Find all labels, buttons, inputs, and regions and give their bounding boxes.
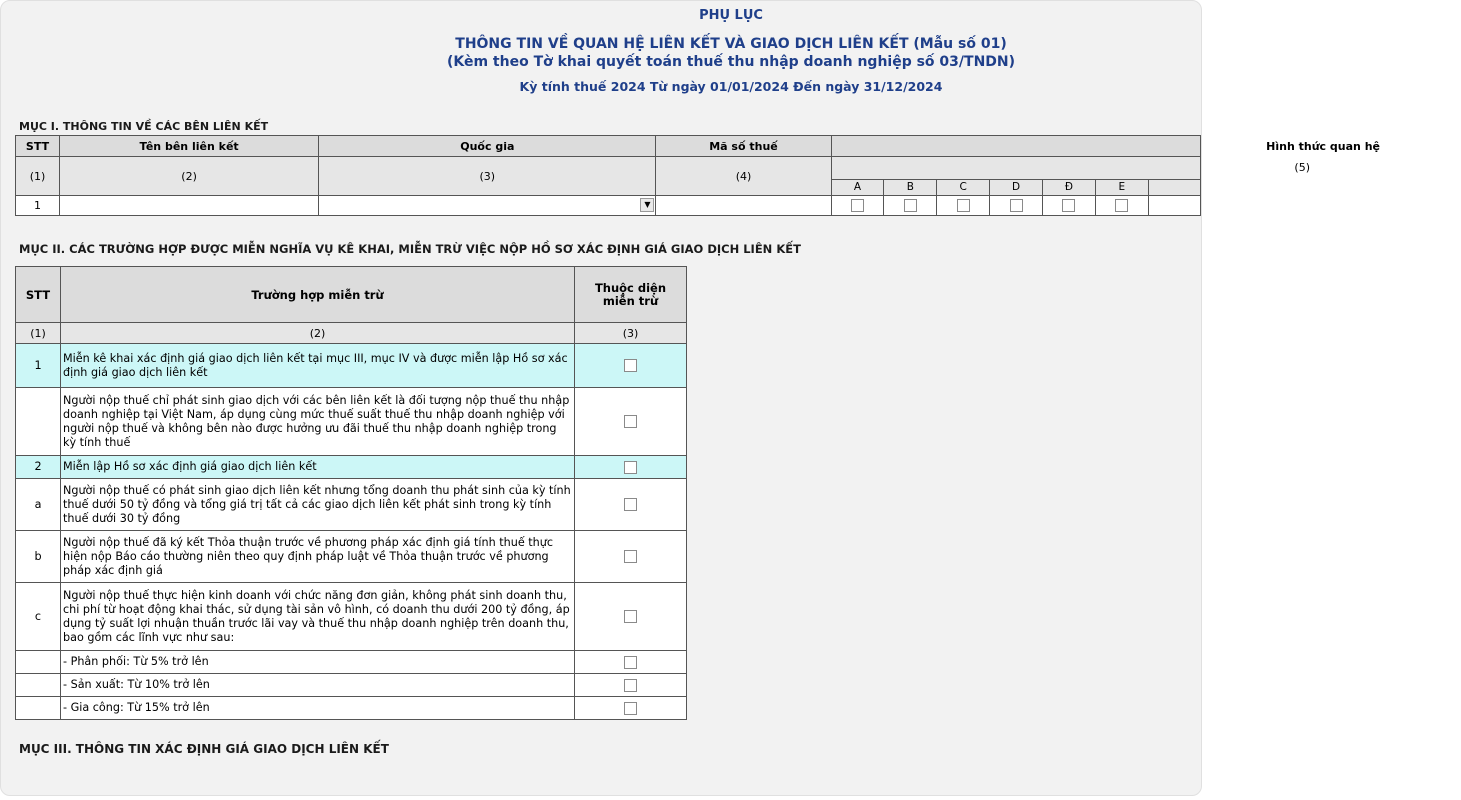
checkbox-icon[interactable]: [624, 550, 637, 563]
row-stt: [16, 674, 61, 697]
relation-dd-checkbox[interactable]: [1043, 196, 1096, 216]
col-number: (2): [60, 157, 319, 196]
exempt-checkbox[interactable]: [575, 531, 687, 583]
col-number: (5): [831, 157, 1200, 180]
row-text: Người nộp thuế có phát sinh giao dịch liên kết nhưng tổng doanh thu phát sinh của kỳ tính thuế dưới 50 tỷ đồng và tổng giá trị tất cả các giao dịch liên kết phát sinh trong kỳ tính thuế dưới 30 tỷ đồng: [61, 479, 575, 531]
row-stt: 2: [16, 456, 61, 479]
checkbox-icon[interactable]: [904, 199, 917, 212]
relation-letter: [1148, 179, 1200, 195]
relation-letter: A: [831, 179, 884, 195]
checkbox-icon[interactable]: [624, 702, 637, 715]
checkbox-icon[interactable]: [624, 461, 637, 474]
row-stt: b: [16, 531, 61, 583]
relation-letter: B: [884, 179, 937, 195]
row-text: Người nộp thuế chỉ phát sinh giao dịch với các bên liên kết là đối tượng nộp thuế thu nhập doanh nghiệp tại Việt Nam, áp dụng cùng mức thuế suất thuế thu nhập doanh nghiệp với người nộp thuế và không bên nào được hưởng ưu đãi thuế thu nhập doanh nghiệp trong kỳ tính thuế: [61, 388, 575, 456]
exempt-checkbox[interactable]: [575, 344, 687, 388]
checkbox-icon[interactable]: [957, 199, 970, 212]
row-text: Người nộp thuế thực hiện kinh doanh với chức năng đơn giản, không phát sinh doanh thu, chi phí từ hoạt động khai thác, sử dụng tài sản vô hình, có doanh thu dưới 200 tỷ đồng, áp dụng tỷ suất lợi nhuận thuần trước lãi vay và thuế thu nhập doanh nghiệp trên doanh thu, bao gồm các lĩnh vực như sau:: [61, 583, 575, 651]
checkbox-icon[interactable]: [1010, 199, 1023, 212]
row-stt: 1: [16, 344, 61, 388]
row-stt: [16, 697, 61, 720]
col-header-stt: STT: [16, 136, 60, 157]
checkbox-icon[interactable]: [624, 359, 637, 372]
col-number: (1): [16, 157, 60, 196]
checkbox-icon[interactable]: [624, 610, 637, 623]
relation-d-checkbox[interactable]: [990, 196, 1043, 216]
relation-e-checkbox[interactable]: [1095, 196, 1148, 216]
row-text: - Phân phối: Từ 5% trở lên: [61, 651, 575, 674]
row-stt: a: [16, 479, 61, 531]
relation-c-checkbox[interactable]: [937, 196, 990, 216]
checkbox-icon[interactable]: [1115, 199, 1128, 212]
row-stt: [16, 388, 61, 456]
table-row: [16, 388, 687, 456]
row-stt: 1: [16, 196, 60, 216]
exempt-checkbox[interactable]: [575, 388, 687, 456]
col-header-stt: STT: [16, 267, 61, 323]
exempt-checkbox[interactable]: [575, 674, 687, 697]
col-number: (3): [575, 323, 687, 344]
col-header-exempt-flag: Thuộc diện miễn trừ: [575, 267, 687, 323]
table-row: [16, 583, 687, 651]
row-text: Miễn lập Hồ sơ xác định giá giao dịch liên kết: [61, 456, 575, 479]
table-row: [16, 344, 687, 388]
table-row: [16, 697, 687, 720]
relation-letter: C: [937, 179, 990, 195]
form-title: THÔNG TIN VỀ QUAN HỆ LIÊN KẾT VÀ GIAO DỊCH LIÊN KẾT (Mẫu số 01): [455, 36, 1007, 52]
row-text: - Gia công: Từ 15% trở lên: [61, 697, 575, 720]
exempt-checkbox[interactable]: [575, 479, 687, 531]
col-header-tax-code: Mã số thuế: [656, 136, 831, 157]
col-number: (3): [319, 157, 656, 196]
checkbox-icon[interactable]: [851, 199, 864, 212]
table-row: [16, 531, 687, 583]
relation-letter: D: [990, 179, 1043, 195]
col-number: (2): [61, 323, 575, 344]
row-text: Miễn kê khai xác định giá giao dịch liên kết tại mục III, mục IV và được miễn lập Hồ sơ xác định giá giao dịch liên kết: [61, 344, 575, 388]
exemption-table: [15, 266, 687, 720]
table-row: [16, 651, 687, 674]
relation-letter: E: [1095, 179, 1148, 195]
row-text: Người nộp thuế đã ký kết Thỏa thuận trước về phương pháp xác định giá tính thuế thực hiện nộp Báo cáo thường niên theo quy định pháp luật về Thỏa thuận trước về phương pháp xác định giá: [61, 531, 575, 583]
exempt-checkbox[interactable]: [575, 697, 687, 720]
checkbox-icon[interactable]: [624, 656, 637, 669]
exempt-checkbox[interactable]: [575, 651, 687, 674]
checkbox-icon[interactable]: [624, 679, 637, 692]
col-header-country: Quốc gia: [319, 136, 656, 157]
col-header-party-name: Tên bên liên kết: [60, 136, 319, 157]
relation-b-checkbox[interactable]: [884, 196, 937, 216]
section-1-title: MỤC I. THÔNG TIN VỀ CÁC BÊN LIÊN KẾT: [19, 120, 269, 133]
tax-code-input[interactable]: [656, 196, 831, 216]
dropdown-arrow-icon[interactable]: ▼: [640, 198, 654, 212]
row-text: - Sản xuất: Từ 10% trở lên: [61, 674, 575, 697]
appendix-title: PHỤ LỤC: [699, 8, 763, 23]
table-row: [16, 479, 687, 531]
form-subtitle: (Kèm theo Tờ khai quyết toán thuế thu nhập doanh nghiệp số 03/TNDN): [446, 54, 1016, 70]
relation-letter: Đ: [1043, 179, 1096, 195]
checkbox-icon[interactable]: [1062, 199, 1075, 212]
col-header-exemption-case: Trường hợp miễn trừ: [61, 267, 575, 323]
table-row: [16, 456, 687, 479]
relation-a-checkbox[interactable]: [831, 196, 884, 216]
row-stt: [16, 651, 61, 674]
section-3-title: MỤC III. THÔNG TIN XÁC ĐỊNH GIÁ GIAO DỊCH LIÊN KẾT: [19, 742, 389, 756]
exempt-checkbox[interactable]: [575, 456, 687, 479]
col-number: (4): [656, 157, 831, 196]
col-number: (1): [16, 323, 61, 344]
tax-period: Kỳ tính thuế 2024 Từ ngày 01/01/2024 Đến ngày 31/12/2024: [519, 79, 943, 94]
party-name-input[interactable]: [60, 196, 319, 216]
table-row: [16, 674, 687, 697]
country-select[interactable]: [319, 196, 656, 216]
section-2-title: MỤC II. CÁC TRƯỜNG HỢP ĐƯỢC MIỄN NGHĨA VỤ KÊ KHAI, MIỄN TRỪ VIỆC NỘP HỒ SƠ XÁC ĐỊNH GIÁ GIAO DỊCH LIÊN KẾT: [19, 242, 801, 256]
checkbox-icon[interactable]: [624, 498, 637, 511]
exempt-checkbox[interactable]: [575, 583, 687, 651]
col-header-relation-type: Hình thức quan hệ: [831, 136, 1200, 157]
row-stt: c: [16, 583, 61, 651]
related-parties-table: [15, 135, 1380, 216]
checkbox-icon[interactable]: [624, 415, 637, 428]
